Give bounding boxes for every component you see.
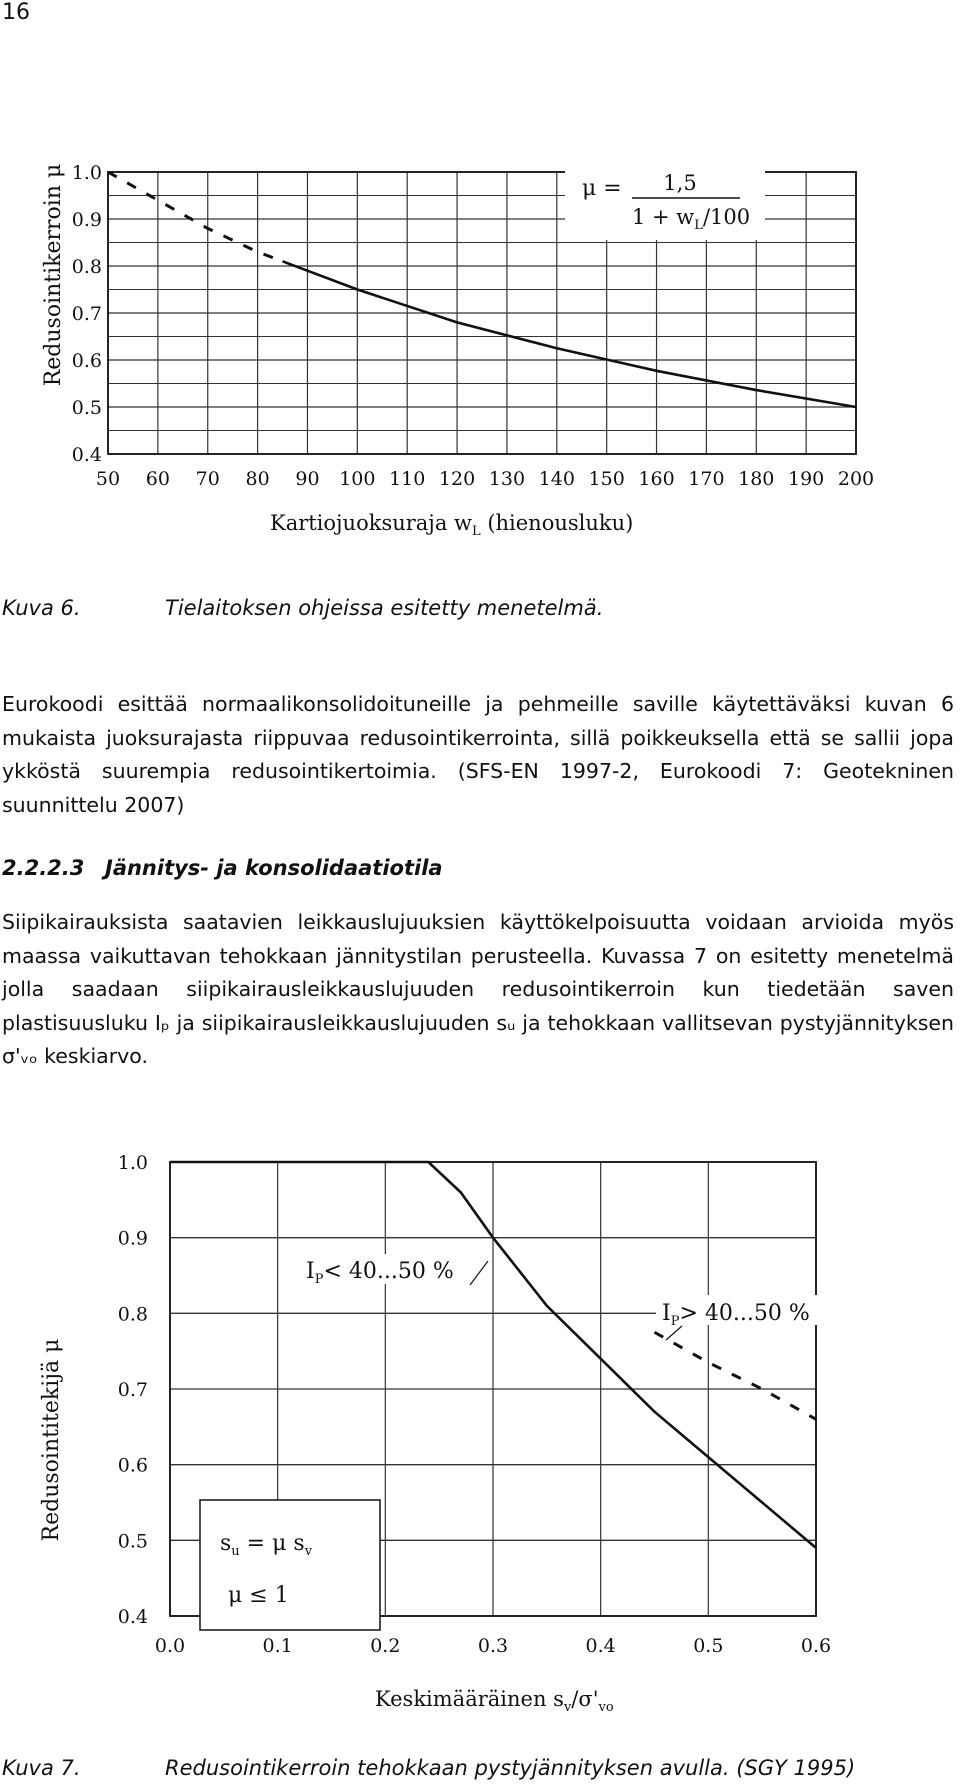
series-line-solid xyxy=(283,261,856,407)
y-tick-label: 0.4 xyxy=(117,1606,148,1628)
paragraph-stress-state: Siipikairauksista saatavien leikkauslujuuksien käyttökelpoisuutta voidaan arvioida myös maassa vaikuttavan tehokkaan jännitystilan perusteella. Kuvassa 7 on esitetty menetelmä jolla saadaan siipikairausleikkauslujuuden redusointikerroin kun tiedetään saven plastisuusluku Iₚ ja siipikairausleikkauslujuuden sᵤ ja tehokkaan vallitsevan pystyjännityksen σ'ᵥₒ keskiarvo. xyxy=(2,910,954,1068)
x-tick-label: 90 xyxy=(295,468,320,490)
series-line-dashed xyxy=(655,1332,817,1419)
y-tick-label: 0.7 xyxy=(71,303,102,325)
paragraph-eurocode: Eurokoodi esittää normaalikonsolidoituneille ja pehmeille saville käytettäväksi kuvan 6 mukaista juoksurajasta riippuvaa redusointikerrointa, sillä poikkeuksella että se sallii jopa ykköstä suurempia redusointikertoimia. (SFS-EN 1997-2, Eurokoodi 7: Geotekninen suunnittelu 2007) xyxy=(2,692,954,817)
x-tick-label: 0.2 xyxy=(370,1635,401,1657)
page-number: 16 xyxy=(2,0,30,25)
x-tick-label: 50 xyxy=(95,468,121,490)
x-tick-labels xyxy=(96,468,874,490)
y-tick-label: 0.8 xyxy=(117,1303,148,1326)
x-tick-label: 60 xyxy=(145,468,170,490)
x-tick-label: 130 xyxy=(488,468,526,490)
annotation-low-ip xyxy=(300,1254,488,1287)
formula-box xyxy=(565,162,765,240)
x-tick-label: 120 xyxy=(438,468,476,490)
x-tick-label: 180 xyxy=(738,468,775,490)
svg-text:IP< 40...50 %: $I_P< 40...50$ % xyxy=(306,1259,454,1287)
caption-text: Tielaitoksen ohjeissa esitetty menetelmä. xyxy=(165,596,604,620)
x-axis-label: Keskimääräinen $s_v/\sigma'_{vo}$ xyxy=(375,1687,614,1715)
svg-text:IP> 40...50 %: $I_P> 40...50$ % xyxy=(662,1301,810,1329)
y-tick-label: 1.0 xyxy=(117,1152,148,1174)
x-tick-label: 200 xyxy=(837,468,875,490)
y-tick-label: 0.8 xyxy=(71,256,102,278)
x-tick-label: 170 xyxy=(688,468,725,490)
caption-label: Kuva 6. xyxy=(2,596,81,620)
y-tick-label: 1.0 xyxy=(71,162,102,184)
section-title: Jännitys- ja konsolidaatiotila xyxy=(105,856,443,880)
section-number: 2.2.2.3 xyxy=(2,856,85,880)
y-tick-label: 0.5 xyxy=(71,397,102,419)
x-tick-label: 0.4 xyxy=(585,1635,616,1657)
x-tick-label: 0.0 xyxy=(154,1635,186,1657)
y-axis-label: Redusointikerroin μ xyxy=(41,163,66,387)
formula-lhs: μ = xyxy=(582,176,622,201)
figure-6-caption xyxy=(2,596,603,620)
x-tick-label: 100 xyxy=(339,468,376,490)
x-tick-label: 0.5 xyxy=(693,1635,724,1657)
x-tick-label: 0.6 xyxy=(800,1635,832,1657)
caption-label: Kuva 7. xyxy=(2,1756,81,1780)
y-tick-label: 0.9 xyxy=(71,209,102,231)
x-tick-label: 160 xyxy=(638,468,675,490)
formula-mu-limit: μ ≤ 1 xyxy=(228,1583,289,1608)
y-tick-labels xyxy=(72,162,102,466)
annotation-high-ip xyxy=(656,1295,840,1340)
reduction-factor-chart-liquid-limit xyxy=(20,150,900,550)
x-tick-label: 190 xyxy=(788,468,825,490)
formula-numerator: 1,5 xyxy=(663,171,697,195)
formula-box xyxy=(200,1500,380,1630)
x-tick-label: 70 xyxy=(195,468,220,490)
series-line-dashed xyxy=(108,172,283,261)
y-tick-label: 0.5 xyxy=(117,1530,148,1553)
reduction-factor-chart-stress xyxy=(30,1140,930,1730)
formula-su: $s_u = \mu$ $s_v$ xyxy=(220,1531,313,1559)
y-tick-labels xyxy=(118,1152,148,1628)
y-tick-label: 0.9 xyxy=(117,1227,148,1250)
x-tick-label: 110 xyxy=(389,468,426,490)
y-tick-label: 0.4 xyxy=(71,444,102,466)
figure-7-caption xyxy=(2,1756,855,1780)
y-tick-label: 0.6 xyxy=(71,350,102,372)
x-tick-labels xyxy=(155,1635,831,1657)
y-tick-label: 0.6 xyxy=(117,1454,148,1477)
y-axis-label: Redusointitekijä μ xyxy=(39,1338,64,1542)
section-heading xyxy=(2,856,443,880)
x-tick-label: 0.1 xyxy=(262,1635,293,1657)
caption-text: Redusointikerroin tehokkaan pystyjännityksen avulla. (SGY 1995) xyxy=(165,1756,856,1780)
formula-denominator: $1 + w_L/100$ xyxy=(632,205,751,233)
x-tick-label: 80 xyxy=(245,468,270,490)
x-tick-label: 140 xyxy=(538,468,575,490)
x-axis-label: Kartiojuoksuraja $w_L$ (hienousluku) xyxy=(270,511,634,539)
x-tick-label: 150 xyxy=(588,468,625,490)
y-tick-label: 0.7 xyxy=(117,1379,148,1401)
x-tick-label: 0.3 xyxy=(477,1635,509,1657)
